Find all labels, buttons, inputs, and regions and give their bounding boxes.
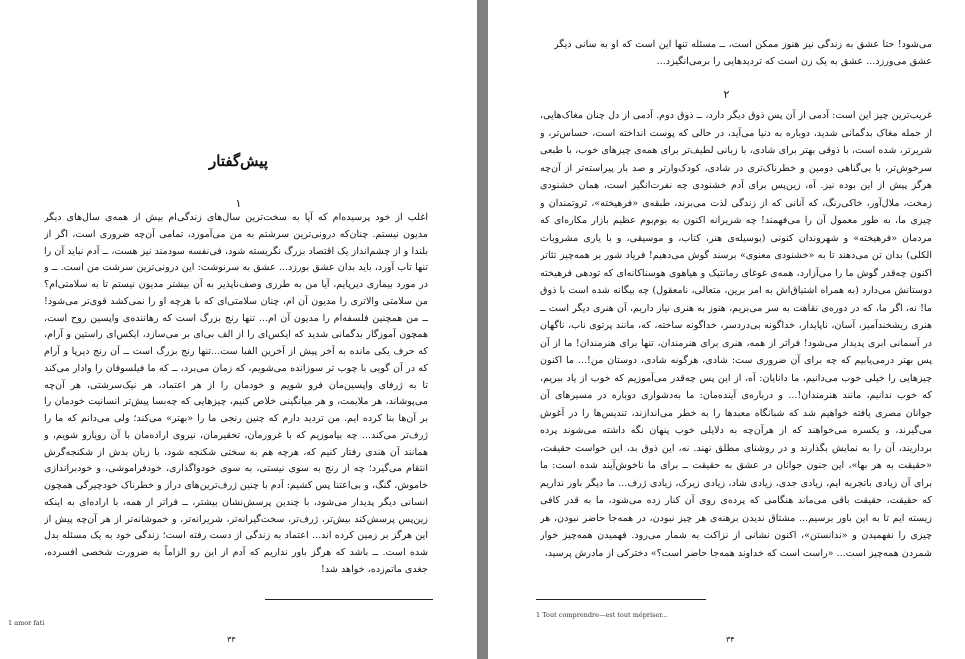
section-number: ۲: [723, 88, 730, 101]
page-number: ۳۳: [227, 635, 236, 644]
page-number: ۳۴: [726, 635, 735, 644]
footnote-rule: [265, 599, 433, 600]
left-page: [0, 0, 477, 659]
intro-text: می‌شود! حتا عشق به زندگی نیز هنوز ممکن است، ــ مسئله تنها این است که او به سانی دیگر عشق می‌ورزد... عشق به یک زن است که تردیدهایی را برمی‌انگیزد...: [554, 39, 932, 67]
footnote: 1 amor fati: [8, 619, 45, 627]
body-text: غریب‌ترین چیز این است: آدمی از آن پس ذوق دیگر دارد، ــ ذوق دوم. آدمی از دل چنان مغاک‌هایی، از جمله مغاک بدگمانی شدید، دوباره به دنیا می‌آید، در حالی که پوست انداخته است، حساس‌تر، و شریرتر، شده است، با ذوقی بهتر برای شادی، با زبانی لطیف‌تر برای همه‌ی چیزهای خوب، با طبعی سرخوش‌تر، با بی‌گناهی دومین و خطرناک‌تری در شادی، کودک‌وارتر و صد بار پیراسته‌تر از آن‌چه هرگز پیش از این بوده نیز. آه، زین‌پس برای آدم خشنودی چه نفرت‌انگیز است، همان خشنودی زمخت، ملال‌آور، خاکی‌رنگ، که آنانی که از زندگی لذت می‌برند، طبقه‌ی «فرهیخته»، ثروتمندان و چیزی ما، به طور معمول آن را می‌فهمند! چه شریرانه اکنون به بوم‌بوم عظیم بازار مکاره‌ای که مردمان «فرهیخته» و شهروندان کنونی (بوسیله‌ی هنر، کتاب، و موسیقی، و با یاری مشروبات الکلی) بدان تن می‌دهند تا به «خشنودی معنوی» برسند گوش می‌دهیم! فریاد شور بر همه‌چیز تئاتر اکنون چه‌قدر گوش ما را می‌آزارد، همه‌ی غوغای رمانتیک و هیاهوی هوسناکانه‌ای که تودهی فرهیخته دوستانش می‌دارد (به همراه اشتیاق‌اش به امر برین، متعالی، نامعقول) چه بیگانه شده است با ذوق ما! نه، اگر ما، که در دوره‌ی نقاهت به سر می‌بریم، هنوز به هنری نیاز داریم، آن هنری دیگر است ــ هنری ریشخندآمیز، آسان، ناپایدار، خداگونه بی‌دردسر، خداگونه ساخته، که، مانند پرتوی ناب، ناگهان در آسمانی ابری پدیدار می‌شود! فراتر از همه، هنری برای هنرمندان، تنها برای هنرمندان! ما از آن پس بهتر درمی‌یابیم که چه برای آن ضروری ست: شادی، هرگونه شادی، دوستان من!... ما اکنون چیزهایی را خیلی خوب می‌دانیم، ما دانایان: آه، از این پس چه‌قدر می‌آموزیم که خوب از یاد ببریم، که خوب ندانیم، مانند هنرمندان!... و درباره‌ی آینده‌مان: ما به‌دشواری دوباره در مسیرهای آن جوانان مصری یافته خواهیم شد که شبانگاه معبدها را به خطر می‌اندازند، تندیس‌ها را در آغوش می‌گیرند، و یکسره می‌خواهند که از هرآن‌چه به دلایلی خوب پنهان نگه داشته می‌شوند پرده برداریند، آن را به نمایش بگذارند و در روشنای مطلق نهند. نه، این ذوق بد، این خواست حقیقت، «حقیقت به هر بها»، این جنون جوانان در عشق به حقیقت ــ برای ما ناخوش‌آیند شده است: ما برای آن زیادی باتجربه ایم، زیادی جدی، زیادی شاد، زیادی زیرک، زیادی ژرف... ما دیگر باور نداریم که حقیقت، حقیقت باقی می‌ماند هنگامی که پرده‌ی روی آن کنار زده می‌شود، ما به قدر کافی زیسته ایم تا به این باور برسیم... مشتاق ندیدن برهنه‌ی هر چیز نبودن، در همه‌جا حاضر نبودن، هر چیزی را نفهمیدن و «ندانستن»، اکنون نشانی از نزاکت به شمار می‌رود. فهمیدن همه‌چیز خوار شمردن همه‌چیز است... «راست است که خداوند همه‌جا حاضر است؟» دخترکی از مادرش پرسید،: [540, 110, 932, 559]
section-number: ۱: [235, 197, 242, 210]
right-page: [488, 0, 965, 659]
footnote-rule: [536, 599, 706, 600]
chapter-heading: پیش‌گفتار: [209, 152, 268, 170]
body-text: اغلب از خود پرسیده‌ام که آیا به سخت‌ترین سال‌های زندگی‌ام بیش از همه‌ی سال‌های دیگر مدیون نیستم. چنان‌که درونی‌ترین سرشتم به من می‌آموزد، تمامی آن‌چه ضروری است، اگر از بلندا و از چشم‌انداز یک اقتصاد بزرگ نگریسته شود، فی‌نفسه سودمند نیز هست، ــ آدم نباید آن را تنها تاب آورد، باید بدان عشق بورزد... عشق به سرنوشت: این درونی‌ترین سرشت من است. ــ و در مورد بیماری دیرپایم، آیا من به طرزی وصف‌ناپذیر به آن بیشتر مدیون نیستم تا به سلامتی‌ام؟ من سلامتی والاتری را مدیون آن ام، چنان سلامتی‌ای که با هرچه او را نمی‌کشد قوی‌تر می‌شود! ــ من همچنین فلسفه‌ام را مدیون آن ام... تنها رنج بزرگ است که رهاننده‌ی واپسین روح است، همچون آموزگار بدگمانی شدید که ایکس‌ای را از الف بی‌ای بر می‌سازد، ایکس‌ای راستین و آرام، که حرف یکی مانده به آخر پیش از آخرین الفبا ست...تنها رنج بزرگ است ــ آن رنج دیرپا و آرام که در آن گویی با چوب تر سوزانده می‌شویم، که زمان می‌برد، ــ که ما فیلسوفان را وادار می‌کند تا به ژرفای واپسین‌مان فرو شویم و خودمان را از هر اعتماد، هر نیک‌سرشتی، هر آن‌چه می‌پوشاند، هر ملایمت، و هر میانگینی خلاص کنیم، چیزهایی که چه‌بسا پیش‌تر انسانیت خودمان را بر آن‌ها بنا کرده ایم. من تردید دارم که چنین رنجی ما را «بهتر» می‌کند؛ ولی می‌دانم که ما را ژرف‌تر می‌کند... چه بیاموزیم که با غرورمان، تحقیرمان، نیروی اراده‌مان با آن رویارو شویم، و همانند آن هندی رفتار کنیم که، هرچه هم به سختی شکنجه شود، با زبان بدش از شکنجه‌گرش انتقام می‌گیرد؛ چه از رنج به سوی نیستی، به سوی خودواگذاری، خودفراموشی، و خودبراندازی خاموش، گنگ، و بی‌اعتنا پس کشیم: آدم با چنین ژرف‌ترین‌های دراز و خطرناک خودچیرگی همچون انسانی دیگر پدیدار می‌شود، با چندین پرسش‌نشان بیشتر، ــ فراتر از همه، با اراده‌ای به اینکه زین‌پس پرسش‌کند بیش‌تر، ژرف‌تر، سخت‌گیرانه‌تر، شریرانه‌تر، و خموشانه‌تر از هر آن‌چه پیش از این هرگز بر زمین کرده اند... اعتماد به زندگی از دست رفته است؛ زندگی خود به یک مسئله بدل شده است. ــ باشد که هرگز باور نداریم که آدم از این رو الزاماً به ضرورت شخصی افسرده، جغدی ماتم‌زده، خواهد شد!: [44, 212, 428, 575]
footnote: 1 Tout comprendre—est tout mépriser...: [536, 611, 668, 619]
